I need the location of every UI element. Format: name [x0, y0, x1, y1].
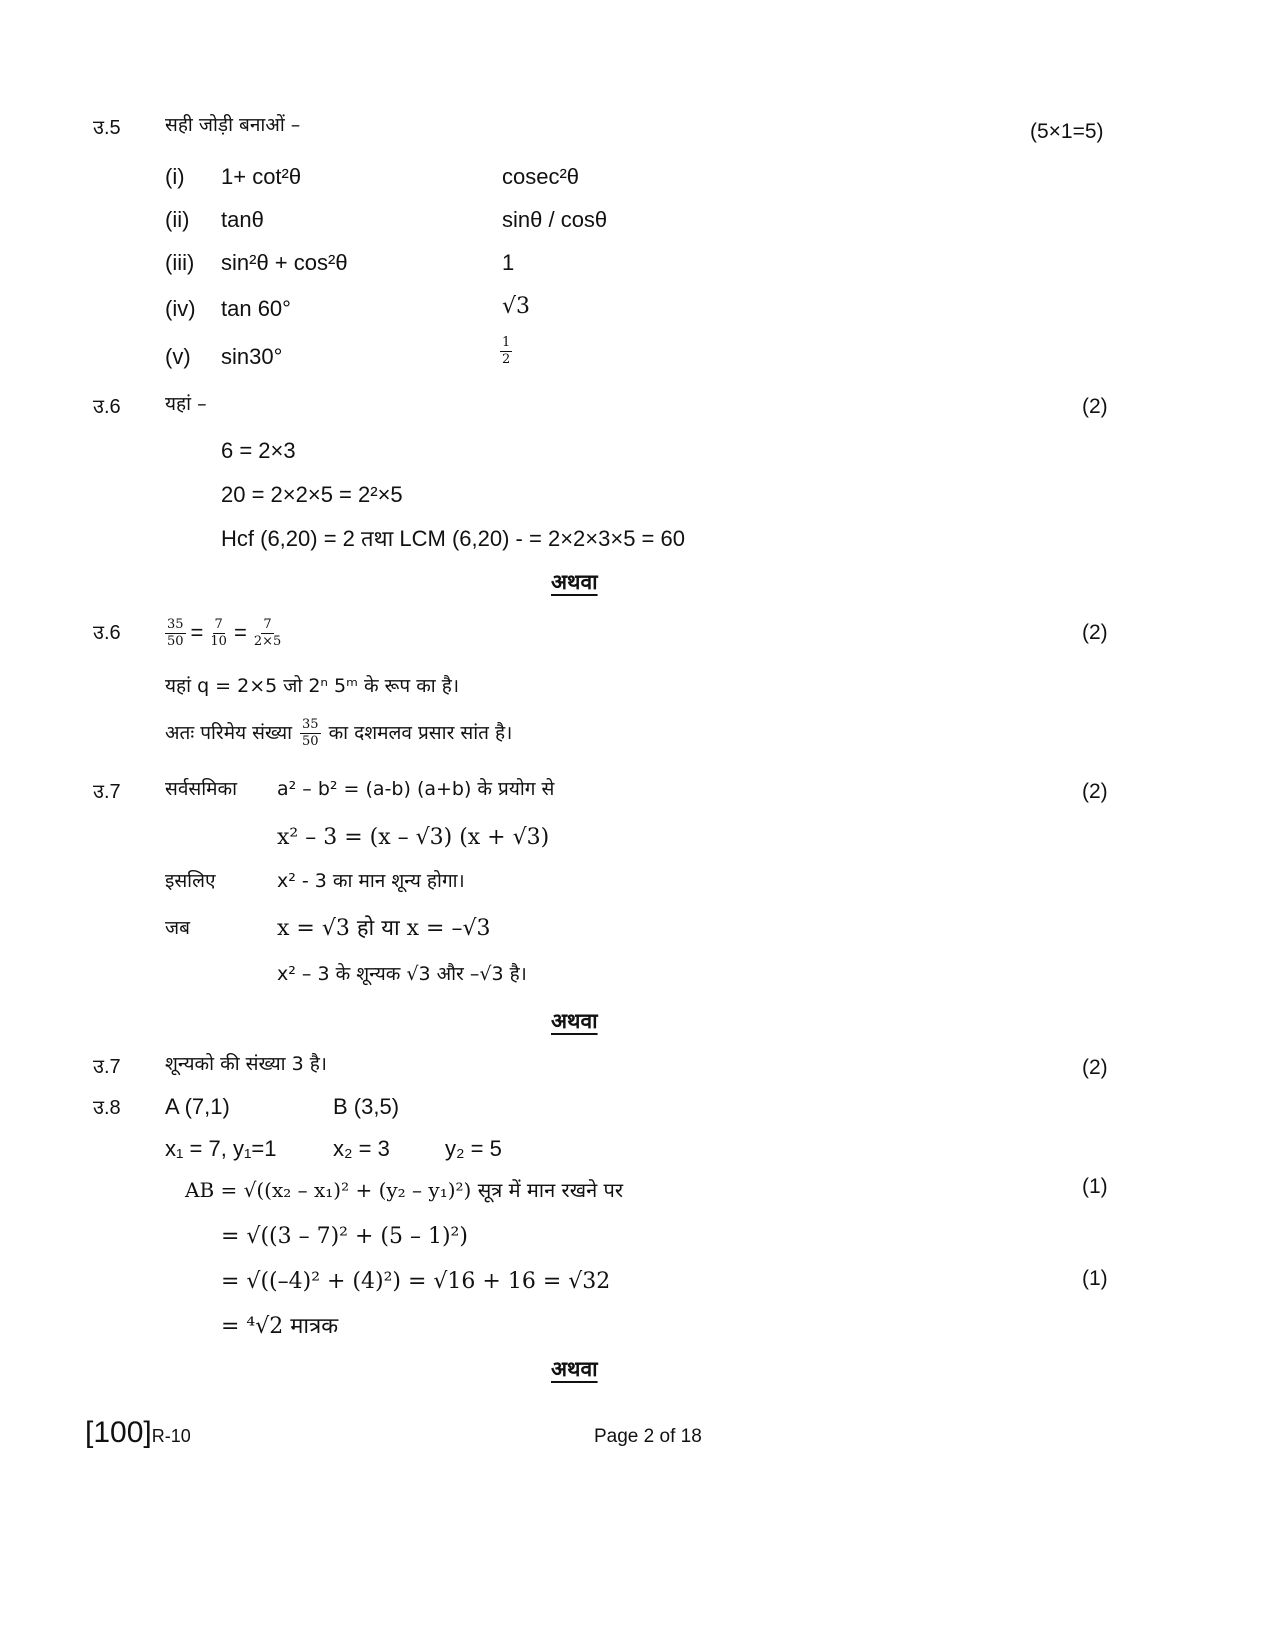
q6-line-3: Hcf (6,20) = 2 तथा LCM (6,20) - = 2×2×3×5 = 60	[221, 526, 685, 551]
question-number-5: उ.5	[93, 117, 121, 139]
q7-line-5: x² – 3 के शून्यक √3 और –√3 है।	[277, 963, 527, 985]
question-6-alt-marks: (2)	[1082, 621, 1108, 644]
q8-step-2: = √((–4)² + (4)²) = √16 + 16 = √32	[221, 1269, 611, 1294]
question-5-marks: (5×1=5)	[1030, 120, 1104, 143]
equals-sign: =	[233, 620, 247, 646]
match-left-4: tan 60°	[221, 296, 291, 321]
equals-sign: =	[190, 620, 204, 646]
q8-marks-2: (1)	[1082, 1267, 1108, 1290]
match-num-5: (v)	[165, 344, 191, 369]
match-left-5: sin30°	[221, 344, 283, 369]
q6-alt-fraction-chain	[163, 618, 285, 648]
fraction-7-2x5: $\frac{7}{2\times 5}$	[253, 617, 282, 649]
q6-line-2: 20 = 2×2×5 = 2²×5	[221, 482, 403, 507]
question-number-6-alt: उ.6	[93, 622, 121, 644]
question-number-6: उ.6	[93, 396, 121, 418]
q7-line-1: a² – b² = (a-b) (a+b) के प्रयोग से	[277, 778, 555, 800]
q8-point-a: A (7,1)	[165, 1094, 230, 1119]
question-number-7-alt: उ.7	[93, 1056, 121, 1078]
q8-step-1: = √((3 – 7)² + (5 – 1)²)	[221, 1224, 468, 1249]
question-number-7: उ.7	[93, 781, 121, 803]
question-7-alt-marks: (2)	[1082, 1056, 1108, 1079]
page-number: Page 2 of 18	[594, 1426, 702, 1447]
or-divider-3: अथवा	[551, 1357, 598, 1381]
q8-step-3: = ⁴√2 मात्रक	[221, 1314, 339, 1339]
q8-marks-1: (1)	[1082, 1175, 1108, 1198]
question-number-8: उ.8	[93, 1097, 121, 1119]
match-num-2: (ii)	[165, 207, 190, 232]
match-left-2: tanθ	[221, 207, 264, 232]
q8-y2: y₂ = 5	[445, 1136, 502, 1161]
q8-distance-formula: AB = √((x₂ – x₁)² + (y₂ – y₁)²) सूत्र में मान रखने पर	[185, 1178, 624, 1202]
question-6-intro: यहां –	[165, 393, 207, 415]
q7-label-therefore: इसलिए	[165, 870, 216, 892]
match-left-1: 1+ cot²θ	[221, 164, 302, 189]
q7-line-2: x² – 3 = (x – √3) (x + √3)	[277, 825, 550, 850]
q7-line-4: x = √3 हो या x = –√3	[277, 916, 491, 941]
match-right-3: 1	[502, 250, 515, 275]
q8-point-b: B (3,5)	[333, 1094, 400, 1119]
or-divider-2: अथवा	[551, 1009, 598, 1033]
match-right-5	[498, 336, 514, 366]
match-right-4: √3	[502, 294, 531, 319]
q6-alt-line-3: अतः परिमेय संख्या $\frac{35}{50}$ का दशमलव प्रसार सांत है।	[165, 717, 513, 749]
question-5-title: सही जोड़ी बनाओं –	[165, 114, 301, 136]
q7-label-identity: सर्वसमिका	[165, 778, 238, 800]
question-7-marks: (2)	[1082, 780, 1108, 803]
q8-x1-y1: x₁ = 7, y₁=1	[165, 1136, 277, 1161]
or-divider-1: अथवा	[551, 570, 598, 594]
q6-line-1: 6 = 2×3	[221, 438, 296, 463]
fraction-35-50: $\frac{35}{50}$	[167, 617, 184, 649]
q6-alt-line-2: यहां q = 2×5 जो 2ⁿ 5ᵐ के रूप का है।	[165, 675, 460, 697]
match-num-4: (iv)	[165, 296, 196, 321]
fraction-one-half: $\frac{1}{2}$	[502, 335, 511, 367]
match-right-1: cosec²θ	[502, 164, 580, 189]
match-num-3: (iii)	[165, 250, 195, 275]
q7-label-when: जब	[165, 917, 190, 939]
match-right-2: sinθ / cosθ	[502, 207, 608, 232]
footer-code	[85, 1418, 191, 1448]
q7-line-3: x² - 3 का मान शून्य होगा।	[277, 870, 465, 892]
fraction-35-50-inline: $\frac{35}{50}$	[302, 717, 319, 749]
footer-code-main: [100]	[85, 1416, 152, 1449]
question-6-marks: (2)	[1082, 395, 1108, 418]
q7-alt-text: शून्यको की संख्या 3 है।	[165, 1053, 328, 1075]
match-left-3: sin²θ + cos²θ	[221, 250, 348, 275]
footer-code-suffix: R-10	[151, 1426, 191, 1446]
fraction-7-10: $\frac{7}{10}$	[210, 617, 227, 649]
q8-x2: x₂ = 3	[333, 1136, 390, 1161]
match-num-1: (i)	[165, 164, 185, 189]
